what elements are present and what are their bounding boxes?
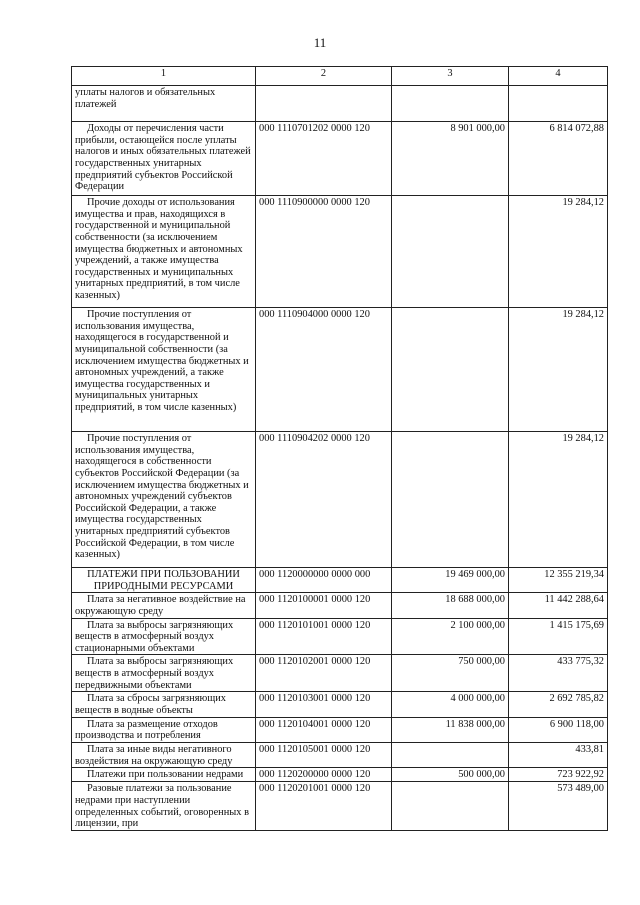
table-row: [72, 308, 608, 432]
column-header-3: 3: [392, 67, 509, 86]
row-fact: 433,81: [509, 742, 608, 767]
row-name: Разовые платежи за пользование недрами при наступлении определенных событий, оговоренных в лицензии, при: [72, 782, 256, 831]
column-header-2: 2: [256, 67, 392, 86]
row-name: Плата за сбросы загрязняющих веществ в водные объекты: [72, 692, 256, 717]
row-fact: 19 284,12: [509, 308, 608, 432]
row-plan: 500 000,00: [392, 768, 509, 782]
row-plan: 750 000,00: [392, 655, 509, 692]
row-code: 000 1110904000 0000 120: [256, 308, 392, 432]
table-row: [72, 196, 608, 308]
row-fact: 6 814 072,88: [509, 122, 608, 196]
row-fact: 2 692 785,82: [509, 692, 608, 717]
row-fact: 19 284,12: [509, 432, 608, 568]
table-row: [72, 717, 608, 742]
row-plan: 18 688 000,00: [392, 593, 509, 618]
row-fact: 433 775,32: [509, 655, 608, 692]
row-plan: 19 469 000,00: [392, 568, 509, 593]
row-fact: 573 489,00: [509, 782, 608, 831]
row-plan: [392, 432, 509, 568]
row-fact: [509, 86, 608, 122]
row-plan: 8 901 000,00: [392, 122, 509, 196]
row-fact: 723 922,92: [509, 768, 608, 782]
table-row: [72, 432, 608, 568]
table-row: [72, 655, 608, 692]
row-name: ПЛАТЕЖИ ПРИ ПОЛЬЗОВАНИИ ПРИРОДНЫМИ РЕСУРСАМИ: [72, 568, 256, 593]
table-row: [72, 742, 608, 767]
row-code: 000 1110904202 0000 120: [256, 432, 392, 568]
table-row: [72, 618, 608, 655]
row-code: 000 1120000000 0000 000: [256, 568, 392, 593]
row-code: 000 1110900000 0000 120: [256, 196, 392, 308]
row-code: 000 1120102001 0000 120: [256, 655, 392, 692]
row-plan: 2 100 000,00: [392, 618, 509, 655]
row-fact: 19 284,12: [509, 196, 608, 308]
table-row: [72, 568, 608, 593]
row-code: 000 1120101001 0000 120: [256, 618, 392, 655]
revenue-table: [71, 66, 608, 831]
row-code: 000 1120100001 0000 120: [256, 593, 392, 618]
row-name: Доходы от перечисления части прибыли, остающейся после уплаты налогов и иных обязательных платежей государственных унитарных предприятий субъектов Российской Федерации: [72, 122, 256, 196]
table-row: [72, 768, 608, 782]
row-name: Плата за размещение отходов производства и потребления: [72, 717, 256, 742]
row-fact: 11 442 288,64: [509, 593, 608, 618]
row-plan: [392, 86, 509, 122]
page-number: 11: [313, 35, 327, 50]
table-row: [72, 593, 608, 618]
row-code: 000 1120201001 0000 120: [256, 782, 392, 831]
row-name: Плата за иные виды негативного воздействия на окружающую среду: [72, 742, 256, 767]
row-name: Прочие поступления от использования имущества, находящегося в собственности субъектов Российской Федерации (за исключением имущества бюджетных и автономных учреждений субъектов Российской Федерации, а также имущества государственных унитарных предприятий субъектов Российской Федерации, в том числе казенных): [72, 432, 256, 568]
row-code: 000 1120200000 0000 120: [256, 768, 392, 782]
row-name: Плата за негативное воздействие на окружающую среду: [72, 593, 256, 618]
table-row: [72, 86, 608, 122]
row-code: 000 1120105001 0000 120: [256, 742, 392, 767]
row-plan: [392, 308, 509, 432]
row-plan: [392, 196, 509, 308]
row-code: 000 1120103001 0000 120: [256, 692, 392, 717]
row-plan: 11 838 000,00: [392, 717, 509, 742]
row-name: Плата за выбросы загрязняющих веществ в атмосферный воздух стационарными объектами: [72, 618, 256, 655]
row-code: 000 1110701202 0000 120: [256, 122, 392, 196]
table-row: [72, 782, 608, 831]
table-row: [72, 122, 608, 196]
row-fact: 12 355 219,34: [509, 568, 608, 593]
row-name: Прочие доходы от использования имущества и прав, находящихся в государственной и муниципальной собственности (за исключением имущества бюджетных и автономных учреждений, а также имущества государственных и муниципальных унитарных предприятий, в том числе казенных): [72, 196, 256, 308]
row-fact: 1 415 175,69: [509, 618, 608, 655]
row-name: Прочие поступления от использования имущества, находящегося в государственной и муниципальной собственности (за исключением имущества бюджетных и автономных учреждений, а также имущества государственных и муниципальных унитарных предприятий, в том числе казенных): [72, 308, 256, 432]
row-name: уплаты налогов и обязательных платежей: [72, 86, 256, 122]
row-plan: [392, 742, 509, 767]
column-header-4: 4: [509, 67, 608, 86]
row-code: 000 1120104001 0000 120: [256, 717, 392, 742]
row-plan: 4 000 000,00: [392, 692, 509, 717]
row-name: Платежи при пользовании недрами: [72, 768, 256, 782]
header-row: [72, 67, 608, 86]
row-code: [256, 86, 392, 122]
row-fact: 6 900 118,00: [509, 717, 608, 742]
row-plan: [392, 782, 509, 831]
table-row: [72, 692, 608, 717]
row-name: Плата за выбросы загрязняющих веществ в атмосферный воздух передвижными объектами: [72, 655, 256, 692]
column-header-1: 1: [72, 67, 256, 86]
